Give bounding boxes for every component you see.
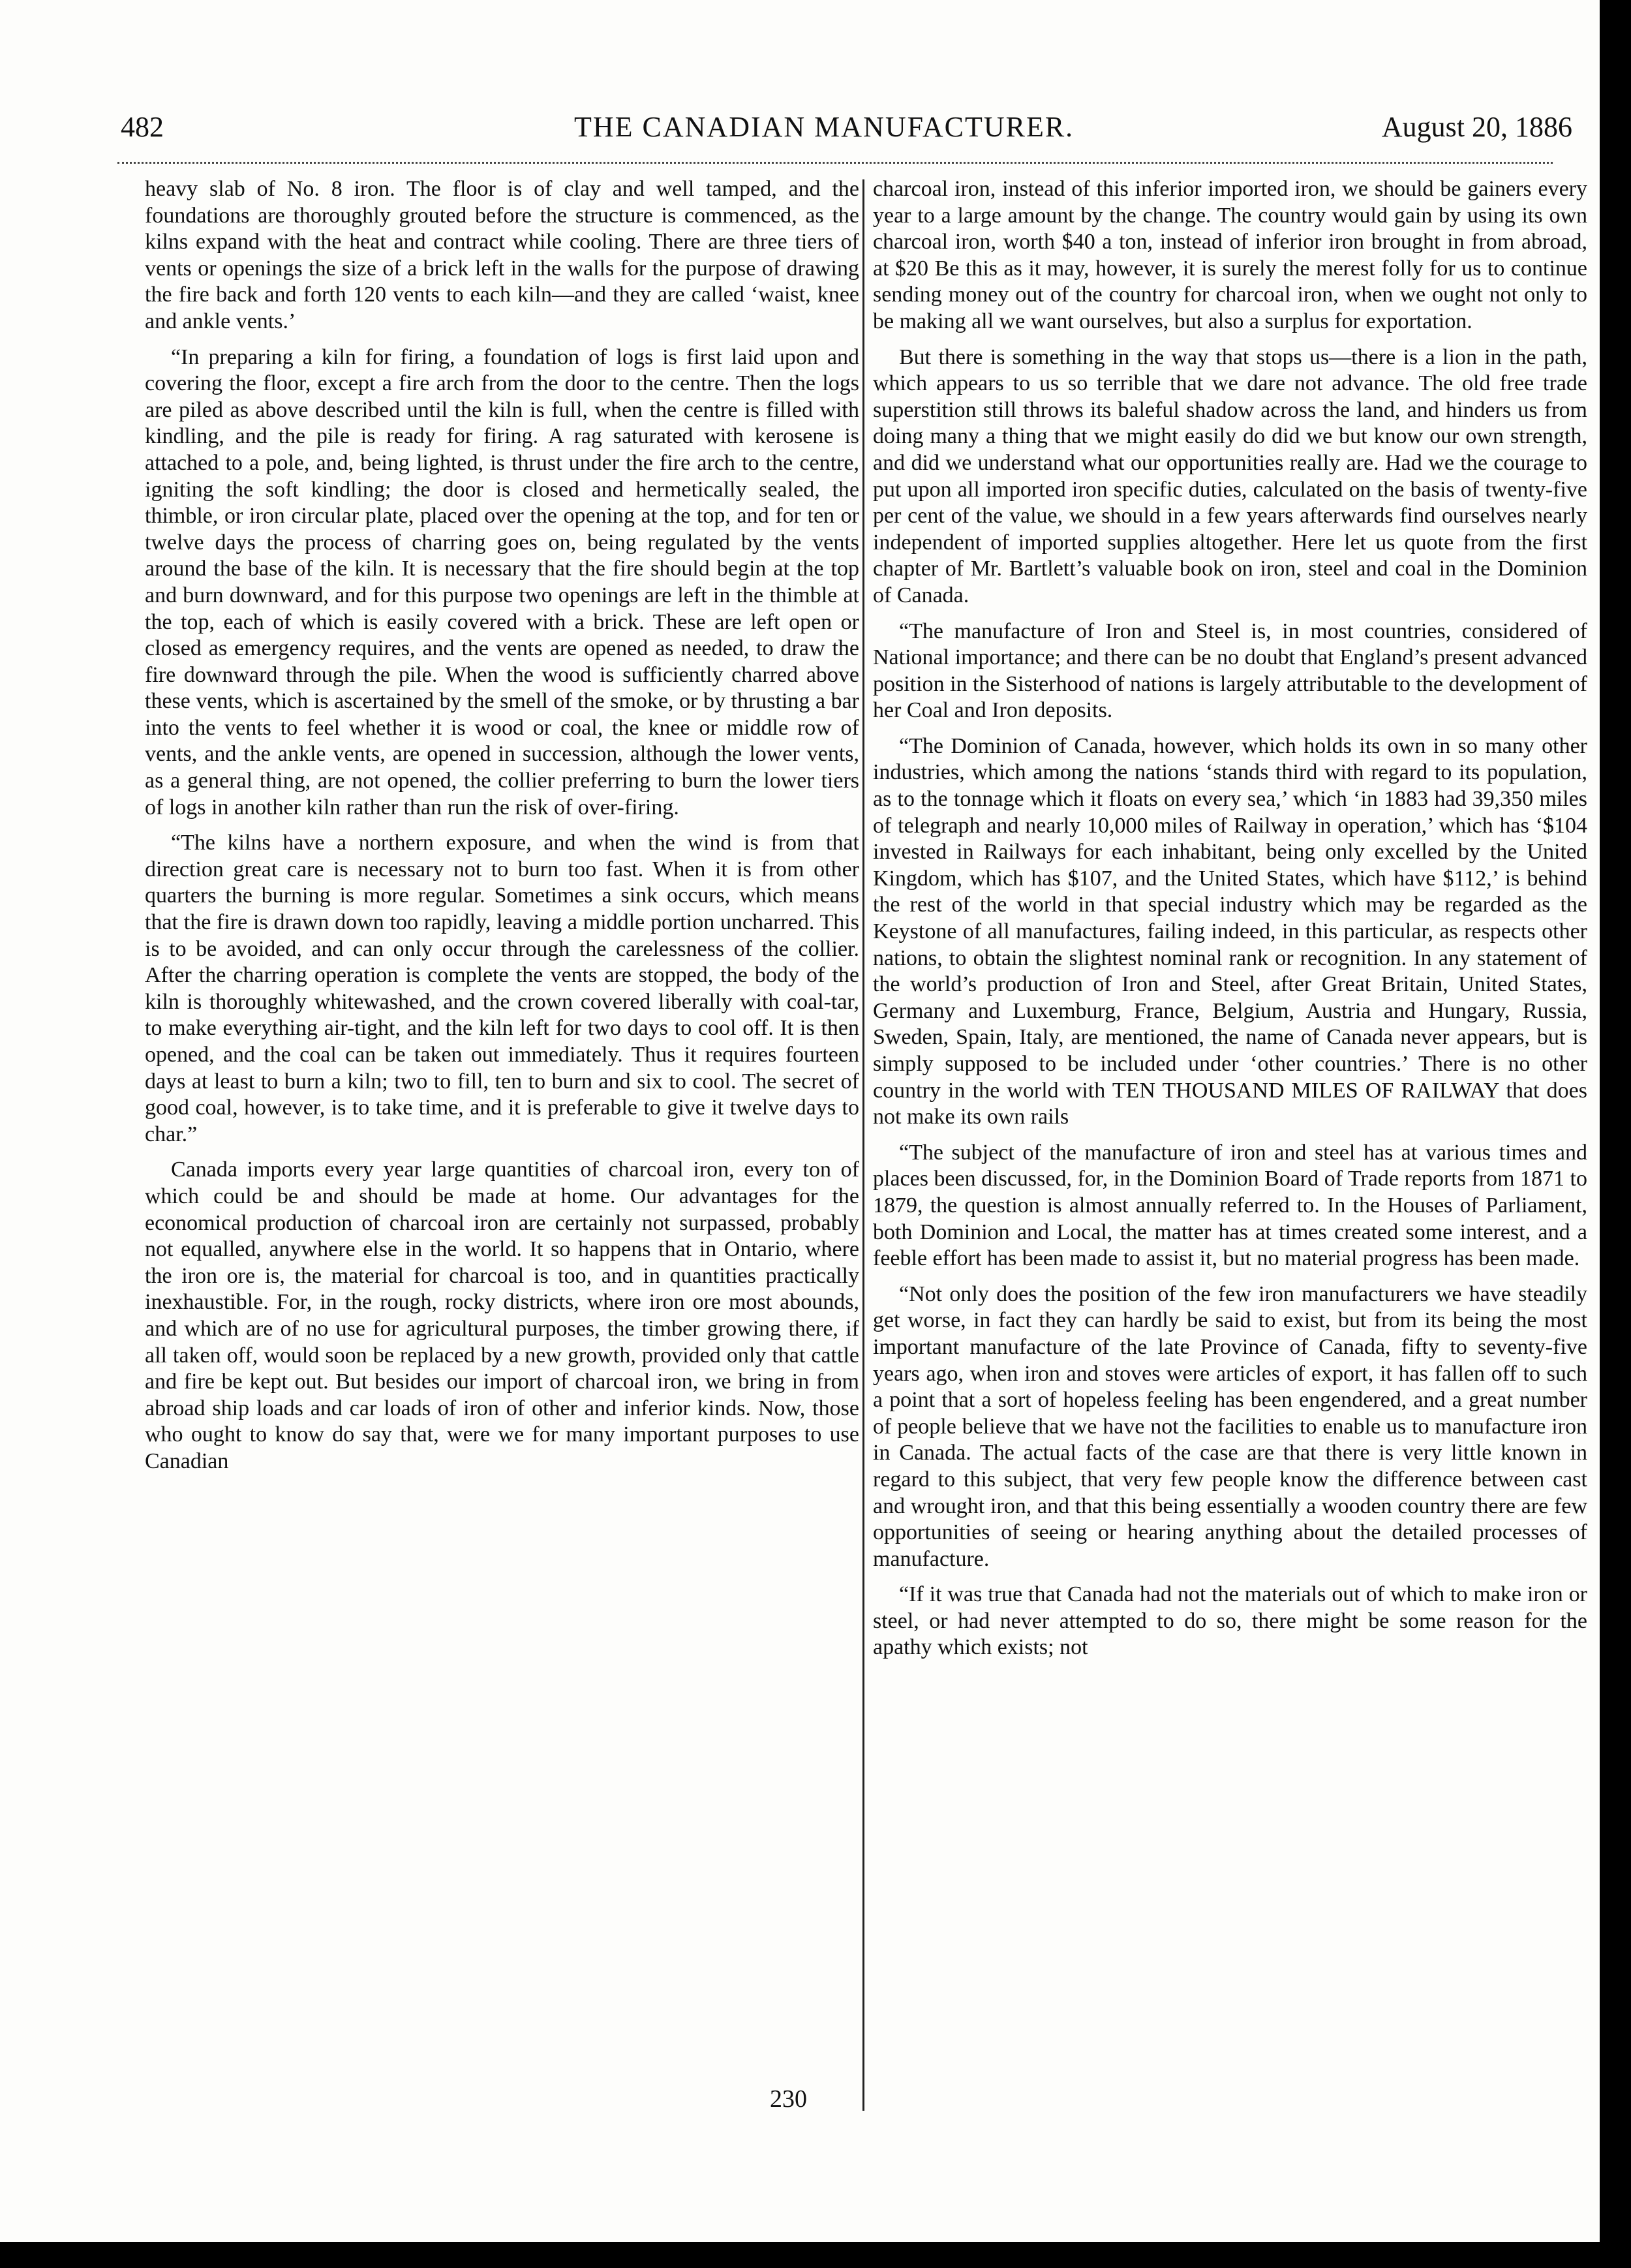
folio-number: 230 bbox=[770, 2085, 807, 2113]
column-divider bbox=[862, 179, 864, 2111]
paragraph: “The kilns have a northern exposure, and when the wind is from that direction great care is necessary not to burn too fast. When it is from other quarters the burning is more regular. Sometimes a sink occurs, which means that the fire is drawn down too rapidly, leaving a middle portion uncharred. This is to be avoided, and can only occur through the carelessness of the collier. After the charring operation is complete the vents are stopped, the body of the kiln is thoroughly whitewashed, and the crown covered liberally with coal-tar, to make everything air-tight, and the kiln left for two days to cool off. It is then opened, and the coal can be taken out immediately. Thus it requires fourteen days at least to burn a kiln; two to fill, ten to burn and six to cool. The secret of good coal, however, is to take time, and it is preferable to give it twelve days to char.” bbox=[145, 831, 859, 1146]
right-column bbox=[873, 176, 1587, 1670]
paragraph: “The manufacture of Iron and Steel is, in most countries, considered of National importance; and there can be no doubt that England’s present advanced position in the Sisterhood of nations is largely attributable to the development of her Coal and Iron deposits. bbox=[873, 619, 1587, 723]
paragraph: charcoal iron, instead of this inferior imported iron, we should be gainers every year to a large amount by the change. The country would gain by using its own charcoal iron, worth $40 a ton, instead of inferior iron brought in from abroad, at $20 Be this as it may, however, it is surely the merest folly for us to continue sending money out of the country for charcoal iron, when we ought not only to be making all we want ourselves, but also a surplus for exportation. bbox=[873, 177, 1587, 333]
paragraph: “Not only does the position of the few iron manufacturers we have steadily get worse, in fact they can hardly be said to exist, but from its being the most important manufacture of the late Province of Canada, fifty to seventy-five years ago, when iron and stoves were articles of export, it has fallen off to such a point that a sort of hopeless feeling has been engendered, and a great number of people believe that we have not the facilities to enable us to manufacture iron in Canada. The actual facts of the case are that there is very little known in regard to this subject, that very few people know the difference between cast and wrought iron, and that this being essentially a wooden country there are few opportunities of seeing or hearing anything about the detailed processes of manufacture. bbox=[873, 1281, 1587, 1571]
left-column bbox=[145, 176, 859, 1484]
publication-title: THE CANADIAN MANUFACTURER. bbox=[574, 111, 1075, 143]
paragraph: “The Dominion of Canada, however, which holds its own in so many other industries, which among the nations ‘stands third with regard to its population, as to the tonnage which it floats on every sea,’ which ‘in 1883 had 39,350 miles of telegraph and nearly 10,000 miles of Railway in operation,’ which has ‘$104 invested in Railways for each inhabitant, being only excelled by the United Kingdom, which has $107, and the United States, which have $112,’ is behind the rest of the world in that special industry which may be regarded as the Keystone of all manufactures, failing indeed, in this particular, as respects other nations, to obtain the slightest nominal rank or recognition. In any statement of the world’s production of Iron and Steel, after Great Britain, United States, Germany and Luxemburg, France, Belgium, Austria and Hungary, Russia, Sweden, Spain, Italy, are mentioned, the name of Canada never appears, but is simply supposed to be included under ‘other countries.’ There is no other country in the world with TEN THOUSAND MILES OF RAILWAY that does not make its own rails bbox=[873, 733, 1587, 1129]
paragraph: heavy slab of No. 8 iron. The floor is of clay and well tamped, and the foundations are thoroughly grouted before the structure is commenced, as the kilns expand with the heat and contract while cooling. There are three tiers of vents or openings the size of a brick left in the walls for the purpose of drawing the fire back and forth 120 vents to each kiln—and they are called ‘waist, knee and ankle vents.’ bbox=[145, 177, 859, 333]
scan-border-bottom bbox=[0, 2242, 1631, 2268]
paragraph: But there is something in the way that stops us—there is a lion in the path, which appears to us so terrible that we dare not advance. The old free trade superstition still throws its baleful shadow across the land, and hinders us from doing many a thing that we might easily do did we but know our own strength, and did we understand what our opportunities really are. Had we the courage to put upon all imported iron specific duties, calculated on the basis of twenty-five per cent of the value, we should in a few years afterwards find ourselves nearly independent of imported supplies altogether. Here let us quote from the first chapter of Mr. Bartlett’s valuable book on iron, steel and coal in the Dominion of Canada. bbox=[873, 345, 1587, 607]
page-number: 482 bbox=[121, 111, 164, 143]
scan-border-right bbox=[1600, 0, 1631, 2268]
header-rule bbox=[117, 162, 1553, 164]
page-header bbox=[59, 98, 1572, 157]
paragraph: “In preparing a kiln for firing, a foundation of logs is first laid upon and covering the floor, except a fire arch from the door to the centre. Then the logs are piled as above described until the kiln is full, when the centre is filled with kindling, and the pile is ready for firing. A rag saturated with kerosene is attached to a pole, and, being lighted, is thrust under the fire arch to the centre, igniting the soft kindling; the door is closed and hermetically sealed, the thimble, or iron circular plate, placed over the opening at the top, and for ten or twelve days the process of charring goes on, being regulated by the vents around the base of the kiln. It is necessary that the fire should begin at the top and burn downward, and for this purpose two openings are left in the thimble at the top, each of which is easily covered with a brick. These are left open or closed as emergency requires, and the vents are opened as needed, to draw the fire downward through the pile. When the wood is sufficiently charred above these vents, which is ascertained by the smell of the smoke, or by thrusting a bar into the vents to feel whether it is wood or coal, the knee or middle row of vents, and the ankle vents, are opened in succession, although the lower vents, as a general thing, are not opened, the collier preferring to burn the lower tiers of logs in another kiln rather than run the risk of over-firing. bbox=[145, 345, 859, 820]
paragraph: “If it was true that Canada had not the materials out of which to make iron or steel, or had never attempted to do so, there might be some reason for the apathy which exists; not bbox=[873, 1582, 1587, 1660]
issue-date: August 20, 1886 bbox=[1381, 111, 1572, 143]
paragraph: “The subject of the manufacture of iron and steel has at various times and places been discussed, for, in the Dominion Board of Trade reports from 1871 to 1879, the question is almost annually referred to. In the Houses of Parliament, both Dominion and Local, the matter has at times created some interest, and a feeble effort has been made to assist it, but no material progress has been made. bbox=[873, 1140, 1587, 1271]
paragraph: Canada imports every year large quantities of charcoal iron, every ton of which could be and should be made at home. Our advantages for the economical production of charcoal iron are certainly not surpassed, probably not equalled, anywhere else in the world. It so happens that in Ontario, where the iron ore is, the material for charcoal is too, and in quantities practically inexhaustible. For, in the rough, rocky districts, where iron ore most abounds, and which are of no use for agricultural purposes, the timber growing there, if all taken off, would soon be replaced by a new growth, provided only that cattle and fire be kept out. But besides our import of charcoal iron, we bring in from abroad ship loads and car loads of iron of other and inferior kinds. Now, those who ought to know do say that, were we for many important purposes to use Canadian bbox=[145, 1157, 859, 1473]
